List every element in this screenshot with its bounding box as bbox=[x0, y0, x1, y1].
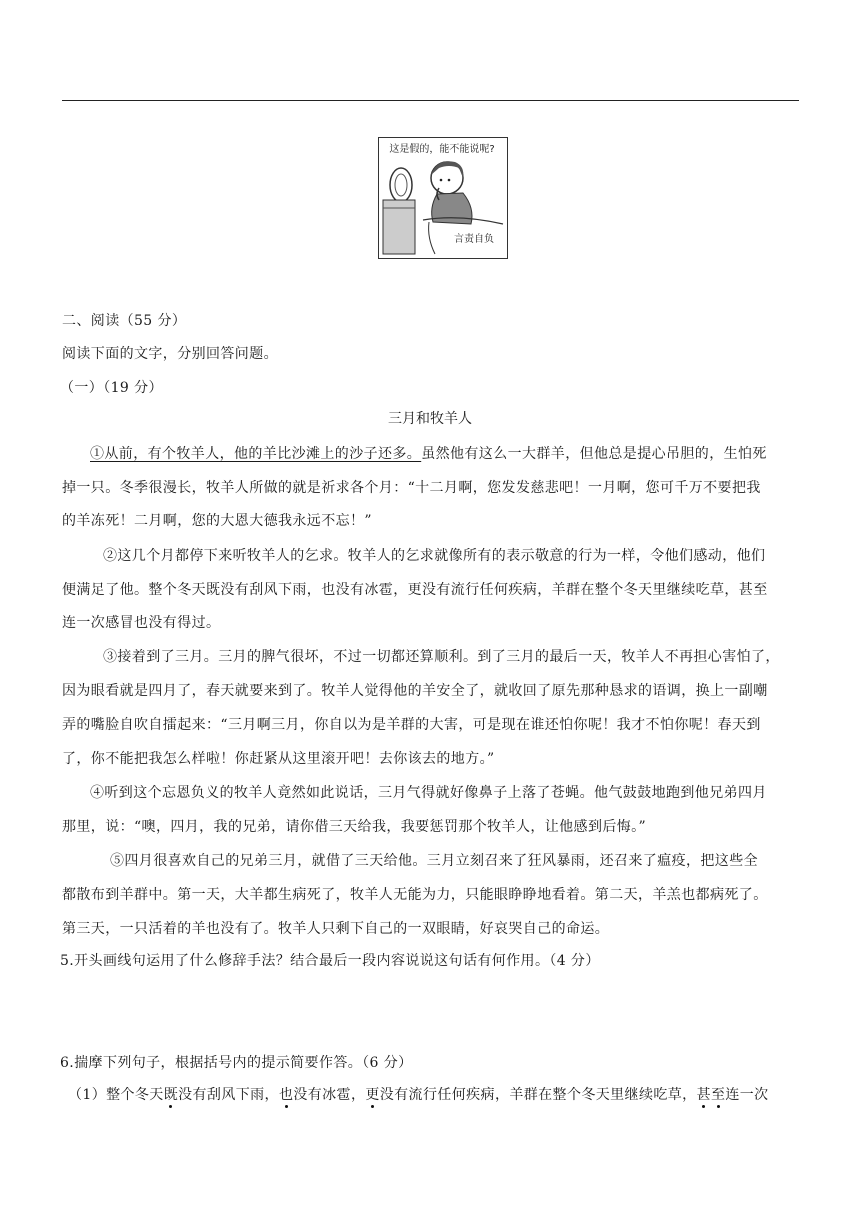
paragraph-1-line-1 bbox=[90, 443, 767, 463]
paragraph-5-line-1: ⑤四月很喜欢自己的兄弟三月，就借了三天给他。三月立刻召来了狂风暴雨，还召来了瘟疫，把这些全 bbox=[110, 853, 758, 869]
item-1-text-c: 没有冰雹， bbox=[293, 1087, 366, 1103]
dotted-char-shen: 甚 bbox=[696, 1087, 711, 1103]
paragraph-1-line-3: 的羊冻死！二月啊，您的大恩大德我永远不忘！” bbox=[62, 513, 372, 529]
item-1-text-e: 连一次 bbox=[725, 1087, 769, 1103]
paragraph-1-line-1-rest: 虽然他有这么一大群羊，但他总是提心吊胆的，生怕死 bbox=[421, 446, 767, 462]
cartoon-caption: 言责自负 bbox=[454, 234, 494, 245]
item-1-text-d: 没有流行任何疾病，羊群在整个冬天里继续吃草， bbox=[379, 1087, 697, 1103]
dotted-char-ji: 既 bbox=[163, 1087, 179, 1103]
cartoon-speech: 这是假的，能不能说呢? bbox=[389, 144, 495, 155]
cartoon-illustration bbox=[378, 137, 508, 259]
paragraph-1-line-2: 掉一只。冬季很漫长，牧羊人所做的就是祈求各个月：“十二月啊，您发发慈悲吧！一月啊，您可千万不要把我 bbox=[62, 480, 761, 496]
question-6-stem: 6.揣摩下列句子，根据括号内的提示简要作答。（6 分） bbox=[60, 1055, 413, 1071]
paragraph-3-line-2: 因为眼看就是四月了，春天就要来到了。牧羊人觉得他的羊安全了，就收回了原先那种恳求的语调，换上一副嘲 bbox=[62, 683, 768, 699]
paragraph-5-line-2: 都散布到羊群中。第一天，大羊都生病死了，牧羊人无能为力，只能眼睁睁地看着。第二天，羊羔也都病死了。 bbox=[62, 887, 768, 903]
paragraph-4-line-1: ④听到这个忘恩负义的牧羊人竟然如此说话，三月气得就好像鼻子上落了苍蝇。他气鼓鼓地跑到他兄弟四月 bbox=[90, 785, 767, 801]
instruction: 阅读下面的文字，分别回答问题。 bbox=[62, 346, 278, 362]
paragraph-3-line-3: 弄的嘴脸自吹自擂起来：“三月啊三月，你自以为是羊群的大害，可是现在谁还怕你呢！我才不怕你呢！春天到 bbox=[62, 717, 761, 733]
item-1-text-b: 没有刮风下雨， bbox=[178, 1087, 279, 1103]
paragraph-2-line-3: 连一次感冒也没有得过。 bbox=[62, 615, 221, 631]
paragraph-2-line-1: ②这几个月都停下来听牧羊人的乞求。牧羊人的乞求就像所有的表示敬意的行为一样，令他们感动，他们 bbox=[103, 548, 766, 564]
underlined-sentence: ①从前，有个牧羊人，他的羊比沙滩上的沙子还多。 bbox=[90, 446, 422, 462]
header-rule bbox=[62, 100, 799, 101]
paragraph-2-line-2: 便满足了他。整个冬天既没有刮风下雨，也没有冰雹，更没有流行任何疾病，羊群在整个冬天里继续吃草，甚至 bbox=[62, 582, 768, 598]
paragraph-5-line-3: 第三天，一只活着的羊也没有了。牧羊人只剩下自己的一双眼睛，好哀哭自己的命运。 bbox=[62, 921, 610, 937]
question-6-item-1 bbox=[68, 1084, 769, 1104]
story-title: 三月和牧羊人 bbox=[388, 411, 472, 427]
dotted-char-zhi: 至 bbox=[710, 1087, 726, 1103]
question-5: 5.开头画线句运用了什么修辞手法？结合最后一段内容说说这句话有何作用。（4 分） bbox=[60, 953, 600, 969]
section-heading: 二、阅读（55 分） bbox=[62, 313, 187, 329]
paragraph-3-line-1: ③接着到了三月。三月的脾气很坏，不过一切都还算顺利。到了三月的最后一天，牧羊人不再担心害怕了， bbox=[103, 649, 780, 665]
item-1-text-a: （1）整个冬天 bbox=[68, 1087, 164, 1103]
part-one-label: （一）（19 分） bbox=[60, 380, 163, 396]
paragraph-3-line-4: 了，你不能把我怎么样啦！你赶紧从这里滚开吧！去你该去的地方。” bbox=[62, 751, 495, 767]
paragraph-4-line-2: 那里，说：“噢，四月，我的兄弟，请你借三天给我，我要惩罚那个牧羊人，让他感到后悔。” bbox=[62, 819, 647, 835]
cartoon-drawing bbox=[379, 138, 506, 257]
dotted-char-ye: 也 bbox=[278, 1087, 294, 1103]
dotted-char-geng: 更 bbox=[365, 1087, 380, 1103]
